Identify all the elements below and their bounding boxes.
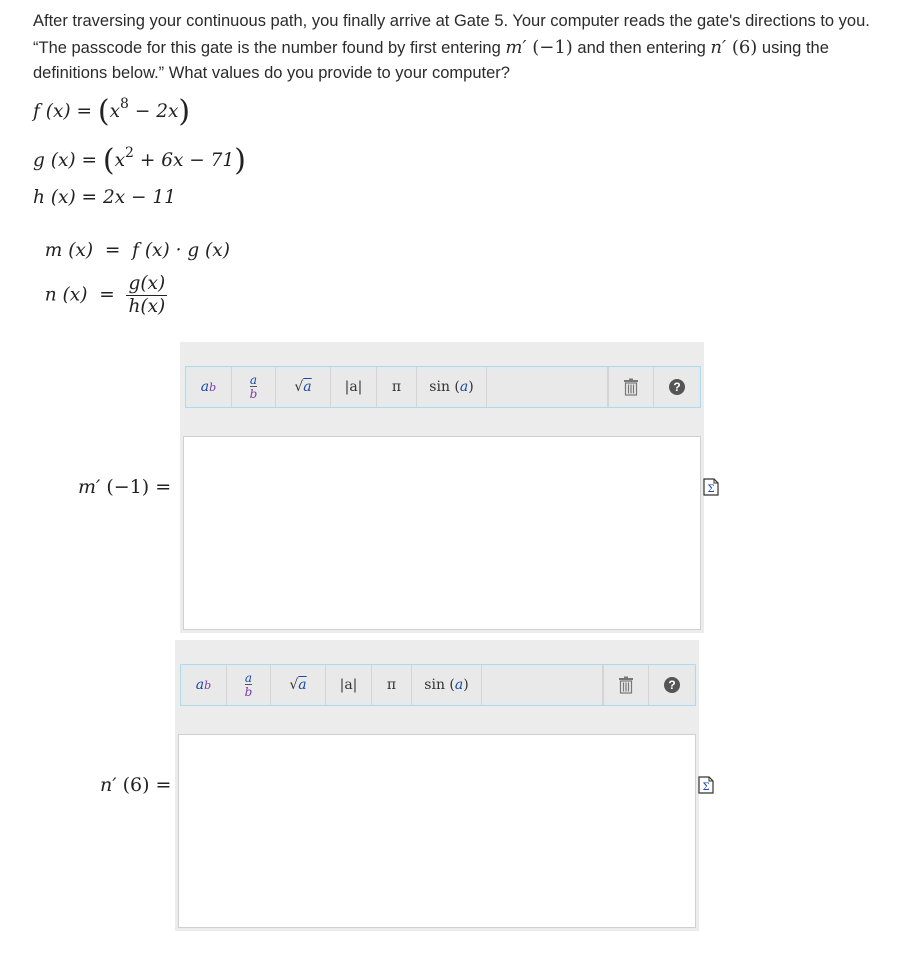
- toolbar-spacer: [482, 665, 603, 705]
- definition-f: f $(x) = (x^8 - 2x)$: [33, 94, 191, 129]
- fraction-button[interactable]: a b: [227, 665, 271, 705]
- toolbar-spacer: [487, 367, 608, 407]
- n-lhs: n (x): [44, 284, 88, 306]
- math-toolbar-m: [185, 366, 701, 408]
- abs-button[interactable]: |a|: [331, 367, 377, 407]
- prompt-n-arg: (6): [726, 36, 758, 58]
- g-base: x: [114, 150, 126, 171]
- definition-h: [33, 187, 176, 208]
- fraction-button[interactable]: a b: [232, 367, 276, 407]
- prompt-text-2: and then entering: [572, 38, 711, 57]
- trash-icon: [618, 676, 634, 694]
- g-eq: =: [75, 150, 103, 171]
- help-icon: ?: [664, 677, 680, 693]
- prompt-n-prime: n′: [710, 36, 727, 58]
- g-exponent: 2: [125, 145, 134, 161]
- f-base: x: [109, 101, 121, 122]
- answer-label-n: [100, 774, 171, 796]
- answer-n-func: n′: [100, 774, 117, 796]
- math-toolbar-n: [180, 664, 696, 706]
- help-button[interactable]: [654, 367, 700, 407]
- power-button[interactable]: a b: [186, 367, 232, 407]
- f-lhs: f (x): [33, 101, 71, 122]
- n-numerator: g(x): [126, 273, 167, 296]
- prompt-text-3: using the definitions below.” What values do you provide to your computer?: [33, 38, 829, 82]
- delete-button[interactable]: [603, 665, 649, 705]
- power-button[interactable]: a b: [181, 665, 227, 705]
- n-eq: =: [87, 284, 127, 306]
- g-rest: + 6x − 71: [133, 150, 235, 171]
- answer-m-func: m′: [78, 476, 101, 498]
- h-rhs: 2x − 11: [102, 187, 176, 208]
- svg-text:Σ: Σ: [707, 484, 715, 495]
- f-exponent: 8: [120, 96, 129, 112]
- sin-button[interactable]: sin ( a ): [417, 367, 487, 407]
- sqrt-button[interactable]: √ a: [276, 367, 331, 407]
- m-rhs: f (x) · g (x): [132, 240, 230, 261]
- answer-n-eq: =: [149, 774, 172, 796]
- answer-label-m: [78, 476, 171, 498]
- prompt-m-prime: m′: [505, 36, 527, 58]
- definition-n: [33, 252, 167, 318]
- prompt-m-arg: (−1): [526, 36, 573, 58]
- n-denominator: h(x): [128, 296, 166, 317]
- answer-n-arg: (6): [116, 774, 150, 796]
- help-icon: ?: [669, 379, 685, 395]
- m-eq: =: [93, 240, 133, 261]
- question-prompt: [33, 9, 878, 87]
- equation-editor-icon[interactable]: [698, 776, 714, 794]
- delete-button[interactable]: [608, 367, 654, 407]
- m-lhs: m (x): [44, 240, 94, 261]
- equation-editor-icon[interactable]: [703, 478, 719, 496]
- help-button[interactable]: [649, 665, 695, 705]
- answer-m-arg: (−1): [100, 476, 150, 498]
- svg-text:Σ: Σ: [702, 782, 710, 793]
- pi-button[interactable]: π: [377, 367, 417, 407]
- prompt-text-1: After traversing your continuous path, you finally arrive at Gate 5. Your computer reads the gate's directions to you. “The passcode for this gate is the number found by first entering: [33, 12, 870, 57]
- trash-icon: [623, 378, 639, 396]
- sqrt-button[interactable]: √ a: [271, 665, 326, 705]
- f-eq: =: [70, 101, 98, 122]
- definition-g: g $(x) = (x^2 + 6x - 71)$: [33, 143, 246, 178]
- pi-button[interactable]: π: [372, 665, 412, 705]
- answer-input-n[interactable]: [178, 734, 696, 928]
- g-lhs: g (x): [33, 150, 76, 171]
- answer-m-eq: =: [149, 476, 172, 498]
- sin-button[interactable]: sin ( a ): [412, 665, 482, 705]
- h-lhs: h (x): [33, 187, 76, 208]
- n-fraction: [126, 273, 167, 318]
- answer-input-m[interactable]: [183, 436, 701, 630]
- abs-button[interactable]: |a|: [326, 665, 372, 705]
- h-eq: =: [75, 187, 103, 208]
- f-rest: − 2x: [128, 101, 179, 122]
